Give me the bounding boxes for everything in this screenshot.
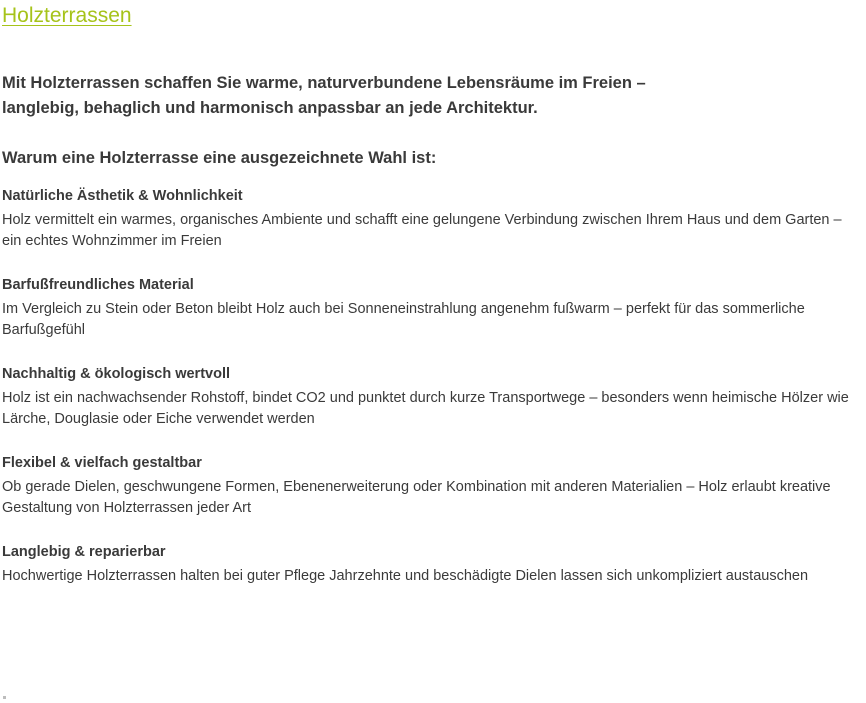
feature-text: Im Vergleich zu Stein oder Beton bleibt Holz auch bei Sonneneinstrahlung angenehm fußwarm – perfekt für das sommerliche Barfußgefühl — [2, 301, 805, 338]
intro-line-1: Mit Holzterrassen schaffen Sie warme, naturverbundene Lebensräume im Freien – — [2, 74, 646, 92]
feature-item — [2, 542, 864, 587]
title-link[interactable]: Holzterrassen — [2, 4, 132, 27]
intro-paragraph — [2, 71, 864, 121]
feature-text: Holz ist ein nachwachsender Rohstoff, bindet CO2 und punktet durch kurze Transportwege – besonders wenn heimische Hölzer wie Lärche, Douglasie oder Eiche verwendet werden — [2, 390, 849, 427]
feature-title: Nachhaltig & ökologisch wertvoll — [2, 366, 231, 382]
feature-item — [2, 275, 864, 341]
feature-item — [2, 364, 864, 430]
section-heading: Warum eine Holzterrasse eine ausgezeichnete Wahl ist: — [2, 149, 437, 167]
feature-title: Flexibel & vielfach gestaltbar — [2, 455, 202, 471]
footer-dot — [3, 696, 6, 699]
feature-text: Ob gerade Dielen, geschwungene Formen, Ebenenerweiterung oder Kombination mit anderen Materialien – Holz erlaubt kreative Gestaltung von Holzterrassen jeder Art — [2, 479, 831, 516]
feature-text: Holz vermittelt ein warmes, organisches Ambiente und schafft eine gelungene Verbindung zwischen Ihrem Haus und dem Garten – ein echtes Wohnzimmer im Freien — [2, 212, 842, 249]
feature-title: Langlebig & reparierbar — [2, 544, 166, 560]
content-area — [2, 0, 864, 610]
feature-title: Natürliche Ästhetik & Wohnlichkeit — [2, 188, 243, 204]
feature-text: Hochwertige Holzterrassen halten bei guter Pflege Jahrzehnte und beschädigte Dielen lassen sich unkompliziert austauschen — [2, 568, 809, 584]
intro-line-2: langlebig, behaglich und harmonisch anpassbar an jede Architektur. — [2, 99, 538, 117]
feature-item — [2, 453, 864, 519]
feature-item — [2, 186, 864, 252]
feature-list — [2, 186, 864, 587]
feature-title: Barfußfreundliches Material — [2, 277, 194, 293]
